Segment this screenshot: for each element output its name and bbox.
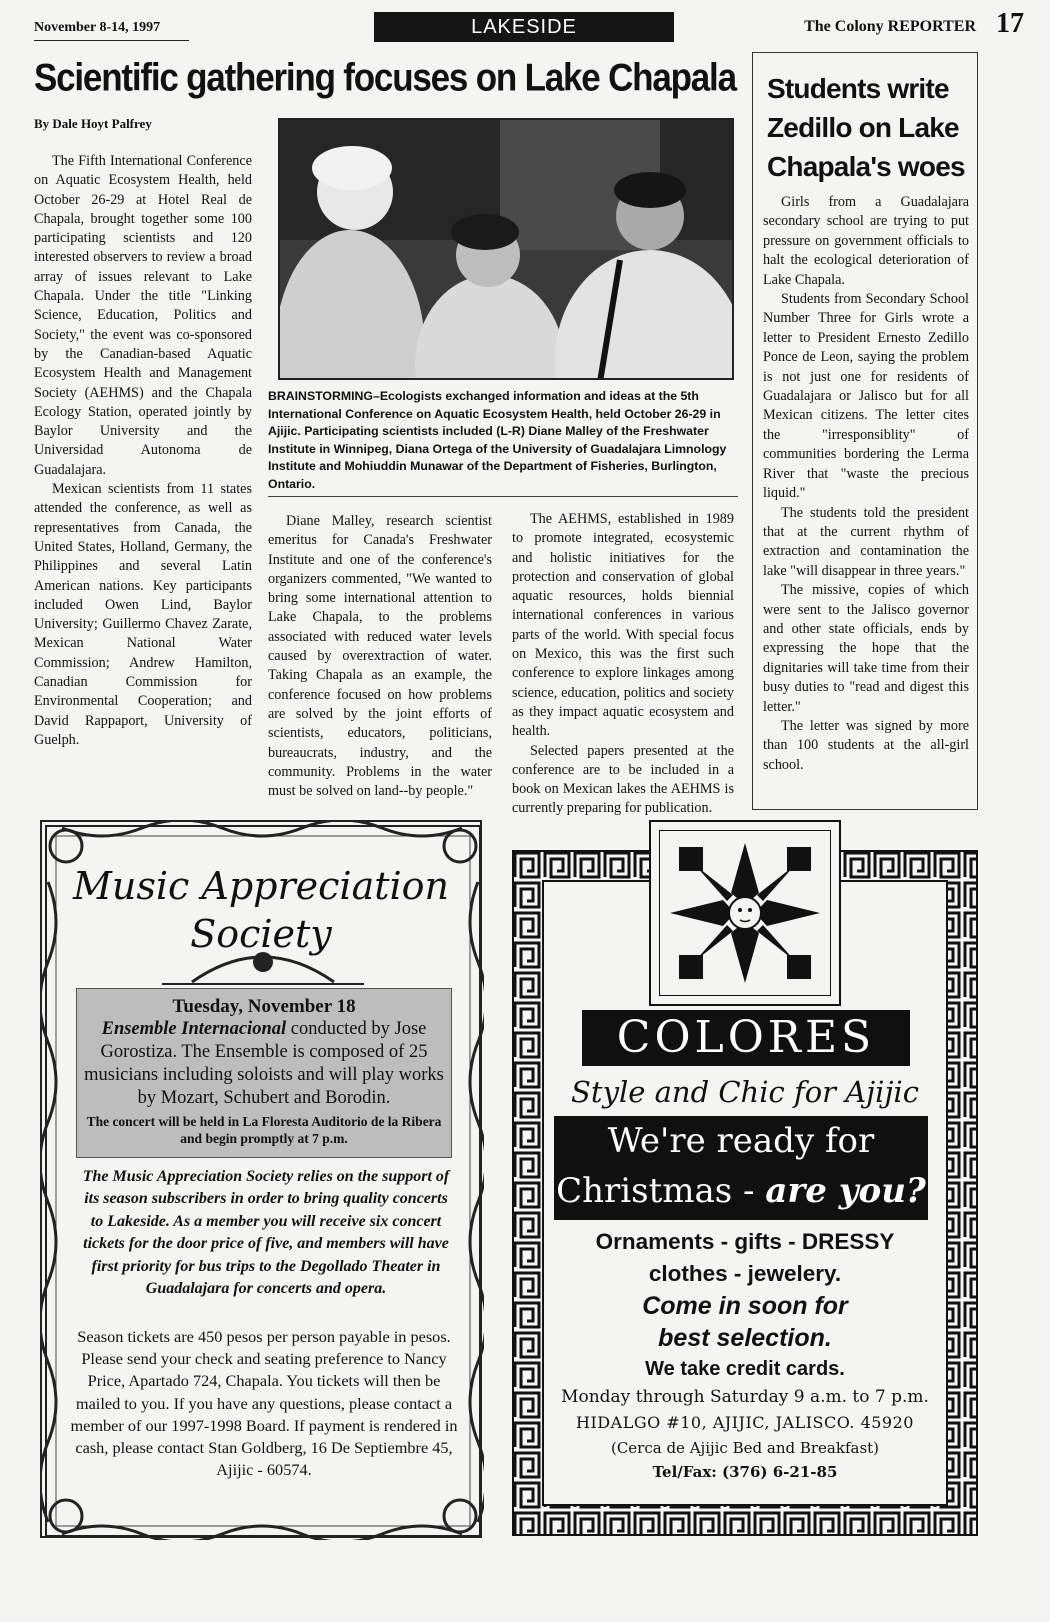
- sidebar-paragraph: Students from Secondary School Number Three for Girls wrote a letter to President Ernesto Zedillo Ponce de Leon, saying the problem is not just one for residents of Guadalajara or Jalisco but for all Mexican citizens. The letter cites the "irresponsiblity" of communities bordering the Lerma River that "waste the precious liquid.": [763, 291, 969, 502]
- photo-caption: BRAINSTORMING–Ecologists exchanged information and ideas at the 5th International Conference on Aquatic Ecosystem Health, held October 26-29 in Ajijic. Participating scientists included (L-R) Diane Malley of the Freshwater Institute in Winnipeg, Diana Ortega of the University of Guadalajara Limnology Institute and Mohiuddin Munawar of the Department of Fisheries, Burlington, Ontario.: [268, 389, 727, 491]
- items-line-2: clothes - jewelery.: [648, 1261, 842, 1286]
- ready-line-2b: are you?: [765, 1171, 926, 1211]
- sidebar-paragraph: The letter was signed by more than 100 students at the all-girl school.: [763, 717, 969, 773]
- come-line-2: best selection.: [658, 1324, 832, 1352]
- sidebar-body: [763, 193, 969, 775]
- items-line-1: Ornaments - gifts - DRESSY: [595, 1229, 895, 1254]
- article-paragraph: The Fifth International Conference on Aquatic Ecosystem Health, held October 26-29 at Hotel Real de Chapala, brought together some 100 participating scientists and 120 interested observers to review a broad array of issues relevant to Lake Chapala. Under the title "Linking Science, Education, Politics and Society," the event was co-sponsored by the Canadian-based Aquatic Ecosystem Health and Management Society (AEHMS) and the Chapala Ecology Station, operated jointly by Baylor University and the Universidad Autonoma de Guadalajara.: [34, 153, 252, 478]
- music-title-line1: Music Appreciation: [72, 864, 449, 908]
- page-number: 17: [996, 8, 1024, 39]
- store-address: HIDALGO #10, AJIJIC, JALISCO. 45920: [576, 1413, 914, 1432]
- music-society-ad: [40, 820, 482, 1538]
- music-ad-title: [42, 862, 480, 958]
- sidebar-headline: Students write Zedillo on Lake Chapala's woes: [767, 73, 965, 182]
- ready-line-2a: Christmas -: [556, 1171, 766, 1211]
- sidebar-paragraph: The missive, copies of which were sent to the Jalisco governor and other state officials, ends by expressing the hope that the dignitaries will take time from their busy duties to "read and digest this letter.": [763, 582, 969, 715]
- article-paragraph: Mexican scientists from 11 states attended the conference, as well as representatives from Canada, the United States, Holland, Germany, the Philippines and several Latin American nations. Key participants included Owen Lind, Baylor University; Guillermo Chavez Zarate, Mexican National Water Commission; Andrew Hamilton, Canadian Commission for Environmental Cooperation; and David Rappaport, University of Guelph.: [34, 481, 252, 748]
- sidebar-paragraph: Girls from a Guadalajara secondary school are trying to put pressure on government officials to halt the ecological deterioration of Lake Chapala.: [763, 194, 969, 288]
- society-membership-text: The Music Appreciation Society relies on the support of its season subscribers in order to bring quality concerts to Lakeside. As a member you will receive six concert tickets for the door price of five, and members will have first priority for bus trips to the Degollado Theater in Guadalajara for concerts and opera.: [82, 1168, 450, 1298]
- article-column-2: [268, 512, 492, 801]
- sun-star-icon: [660, 831, 830, 995]
- concert-date: Tuesday, November 18: [172, 996, 356, 1017]
- concert-info-box: [76, 988, 452, 1158]
- article-paragraph: [512, 742, 734, 819]
- caption-rule: [268, 496, 738, 497]
- article-column-3: [512, 510, 734, 838]
- season-tickets-text: Season tickets are 450 pesos per person payable in pesos. Please send your check and seating preference to Nancy Price, Apartado 724, Chapala. You tickets will then be mailed to you. If you have any questions, please contact a member of our 1997-1998 Board. If payment is rendered in cash, please contact Stan Goldberg, 16 De Septiembre 45, Ajijic - 60574.: [70, 1327, 458, 1480]
- article-photo: [278, 118, 734, 380]
- issue-date: November 8-14, 1997: [34, 20, 161, 35]
- christmas-banner: [554, 1116, 928, 1220]
- music-title-line2: Society: [190, 912, 332, 956]
- colores-ad: [512, 820, 978, 1540]
- article-paragraph-text: Selected papers presented at the conference are to be included in a book on Mexican lakes the AEHMS is currently preparing for publication.: [512, 742, 734, 817]
- ready-line-2: [554, 1166, 928, 1216]
- store-landmark: (Cerca de Ajijic Bed and Breakfast): [610, 1439, 880, 1457]
- colores-logo: [649, 820, 841, 1006]
- article-headline: Scientific gathering focuses on Lake Chapala: [34, 56, 736, 100]
- logo-inner-frame: [659, 830, 831, 996]
- ensemble-desc: conducted by Jose Gorostiza. The Ensemble is composed of 25 musicians including soloists and will play works by Mozart, Schubert and Borodin.: [84, 1019, 444, 1108]
- ensemble-name: Ensemble Internacional: [101, 1019, 287, 1039]
- article-byline: By Dale Hoyt Palfrey: [34, 116, 152, 131]
- store-phone: Tel/Fax: (376) 6-21-85: [652, 1463, 838, 1481]
- date-rule: [34, 40, 189, 41]
- sidebar-paragraph: The students told the president that at the current rhythm of extraction and contamination the lake "will disappear in three years.": [763, 504, 969, 579]
- paper-name: The Colony REPORTER: [804, 18, 976, 35]
- store-hours: Monday through Saturday 9 a.m. to 7 p.m.: [561, 1387, 929, 1407]
- masthead: [34, 8, 1024, 46]
- colores-tagline: Style and Chic for Ajijic: [571, 1075, 919, 1109]
- come-line-1: Come in soon for: [642, 1292, 848, 1320]
- credit-cards: We take credit cards.: [645, 1358, 845, 1380]
- sidebar-story: [752, 52, 978, 810]
- colores-brand: COLORES: [582, 1010, 910, 1066]
- article-column-1: [34, 152, 252, 750]
- concert-venue: The concert will be held in La Floresta Auditorio de la Ribera and begin promptly at 7 p.m.: [86, 1114, 442, 1146]
- photo-illustration: [280, 120, 734, 380]
- section-banner: LAKESIDE: [374, 12, 674, 42]
- concert-description: [83, 1018, 445, 1110]
- article-paragraph: The AEHMS, established in 1989 to promote integrated, ecosystemic and holistic initiatives for the protection and conservation of global aquatic resources, holds biennial international conferences in various parts of the world. With special focus on Mexico, this was the first such conference to explore linkages among science, education, politics and society as they impact aquatic ecosystem and health.: [512, 511, 734, 740]
- ready-line-1: We're ready for: [607, 1121, 875, 1161]
- colores-details: [554, 1226, 936, 1484]
- article-paragraph: Diane Malley, research scientist emeritus for Canada's Freshwater Institute and one of the conference's organizers commented, "We wanted to bring some international attention to Lake Chapala, to the problems associated with reduced water levels caused by overextraction of water. Taking Chapala as an example, the conference focused on how problems are solved by the joint efforts of scientists, educators, politicians, bureaucrats, industry, and the community. Problems in the water must be solved on land--by people.": [268, 513, 492, 800]
